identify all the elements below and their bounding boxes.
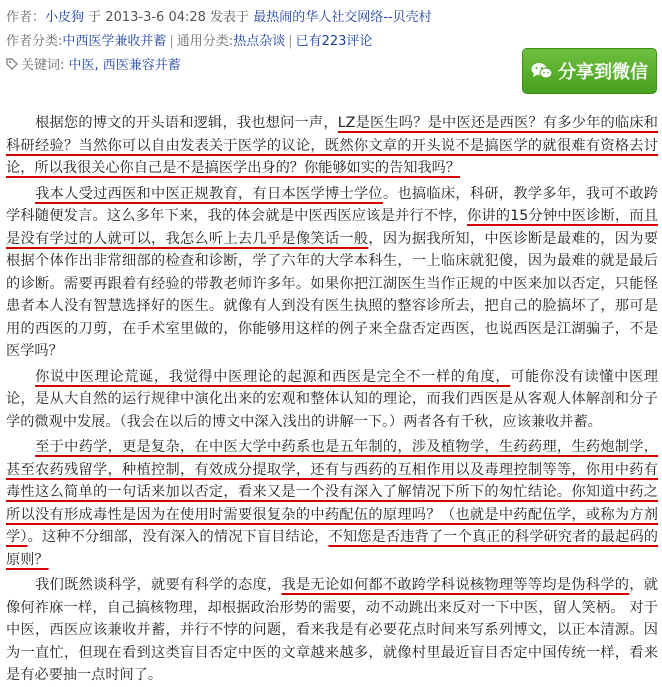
divider: | [169, 34, 174, 49]
author-label: 作者： [6, 10, 46, 25]
author-category-label: 作者分类: [6, 34, 63, 49]
text-segment: 。这种不分细部，没有深入的情况下盲目结论， [27, 529, 329, 545]
author-link[interactable]: 小皮狗 [45, 10, 85, 25]
general-category-link[interactable]: 热点杂谈 [233, 34, 286, 49]
paragraph-5 [6, 574, 658, 687]
tag-icon [6, 58, 18, 70]
keywords-label: 关键词: [21, 58, 65, 73]
divider: | [288, 34, 293, 49]
text-segment: ，就像何祚庥一样，自己搞核物理，却根据政治形势的需要，动不动跳出来反对一下中医，留人笑柄。 对于中医，西医应该兼收并蓄，并行不悖的问题，看来我是有必要花点时间来写系列博文，以正本清源。因为一直忙，但现在看到这类盲目否定中医的文章越来越多，就像村里最近盲目否定中国传统一样，看来是有必要抽一点时间了。 [6, 577, 658, 683]
wechat-icon [531, 62, 553, 80]
underlined-text: 你讲的15分钟中医诊断，而且是没有学过的人就可以，我怎么听上去几乎是像笑话一般 [6, 208, 658, 247]
text-segment: 。也搞临床，科研，教学多年，我可不敢跨学科随便发言。这么多年下来，我的体会就是中医西医应该是并行不悖， [6, 185, 658, 224]
text-segment: 我们既然谈科学，就要有科学的态度， [35, 577, 282, 593]
forum-link[interactable]: 最热闹的华人社交网络--贝壳村 [253, 10, 432, 25]
keywords-links[interactable]: 中医, 西医兼容并蓄 [68, 58, 181, 73]
paragraph-2 [6, 183, 658, 363]
share-to-wechat-button[interactable] [522, 48, 657, 94]
share-button-label: 分享到微信 [558, 62, 648, 83]
underlined-text: 我是无论如何都不敢跨学科说核物理等等均是伪科学的 [281, 577, 630, 593]
underlined-text: 我本人受过西医和中医正规教育，有日本医学博士学位 [35, 185, 383, 202]
category-line [6, 30, 372, 49]
general-category-label: 通用分类: [176, 34, 234, 49]
underlined-text: 你说中医理论荒诞，我觉得中医理论的起源和西医是完全不一样的角度， [35, 368, 511, 385]
author-category-link[interactable]: 中西医学兼收并蓄 [62, 34, 167, 49]
keywords-line [6, 54, 181, 73]
paragraph-1 [6, 112, 658, 180]
text-segment: 根据您的博文的开头语和逻辑，我也想问一声， [35, 115, 338, 131]
comment-count-link[interactable]: 已有223评论 [295, 34, 373, 49]
underlined-text: 至于中药学，更是复杂，在中医大学中药系也是五年制的，涉及植物学，生药药理，生药炮制学，甚至农药残留学，种植控制，有效成分提取学，还有与西药的互相作用以及毒理控制等等， [6, 439, 658, 478]
underlined-text: 不知您是否违背了一个真正的科学研究者的最起码的原则？ [6, 529, 658, 568]
underlined-text: 你用中药有毒性这么简单的一句话来加以否定，看来又是一个没有深入了解情况下所下的匆忙结论。你知道中药之所以没有形成毒性是因为在使用时需要很复杂的中药配伍的原理吗？（也就是中药配伍学，或称为方剂学） [6, 461, 658, 545]
text-segment: ，因为据我所知，中医诊断是最难的，因为要根据个体作出非常细部的检查和诊断，学了六年的大学本科生，一上临床就犯傻，因为最难的就是最后的诊断。需要再跟着有经验的带教老师许多年。如果你把江湖医生当作正规的中医来加以否定，只能怪患者本人没有智慧选择好的医生。就像有人到没有医生执照的整容诊所去，把自己的脸搞坏了，那可是用的西医的刀剪，在手术室里做的，你能够用这样的例子来全盘否定西医，也说西医是江湖骗子，不是医学吗？ [6, 230, 658, 359]
article-body [6, 112, 658, 687]
text-segment: 可能你没有读懂中医理论，是从大自然的运行规律中演化出来的宏观和整体认知的理论，而我们西医是从客观人体解剖和分子学的微观中发展。（我会在以后的博文中深入浅出的讲解一下。）两者各有千秋，应该兼收并蓄。 [6, 368, 658, 430]
paragraph-4 [6, 436, 658, 571]
post-time: 于 2013-3-6 04:28 发表于 [88, 10, 250, 25]
post-meta-line [6, 6, 432, 25]
underlined-text: LZ是医生吗？是中医还是西医？有多少年的临床和科研经验？当然你可以自由发表关于医学的议论，既然你文章的开头说不是搞医学的就很难有资格去讨论，所以我很关心你自己是不是搞医学出身的？你能够如实的告知我吗？ [6, 115, 658, 176]
paragraph-3 [6, 366, 658, 434]
